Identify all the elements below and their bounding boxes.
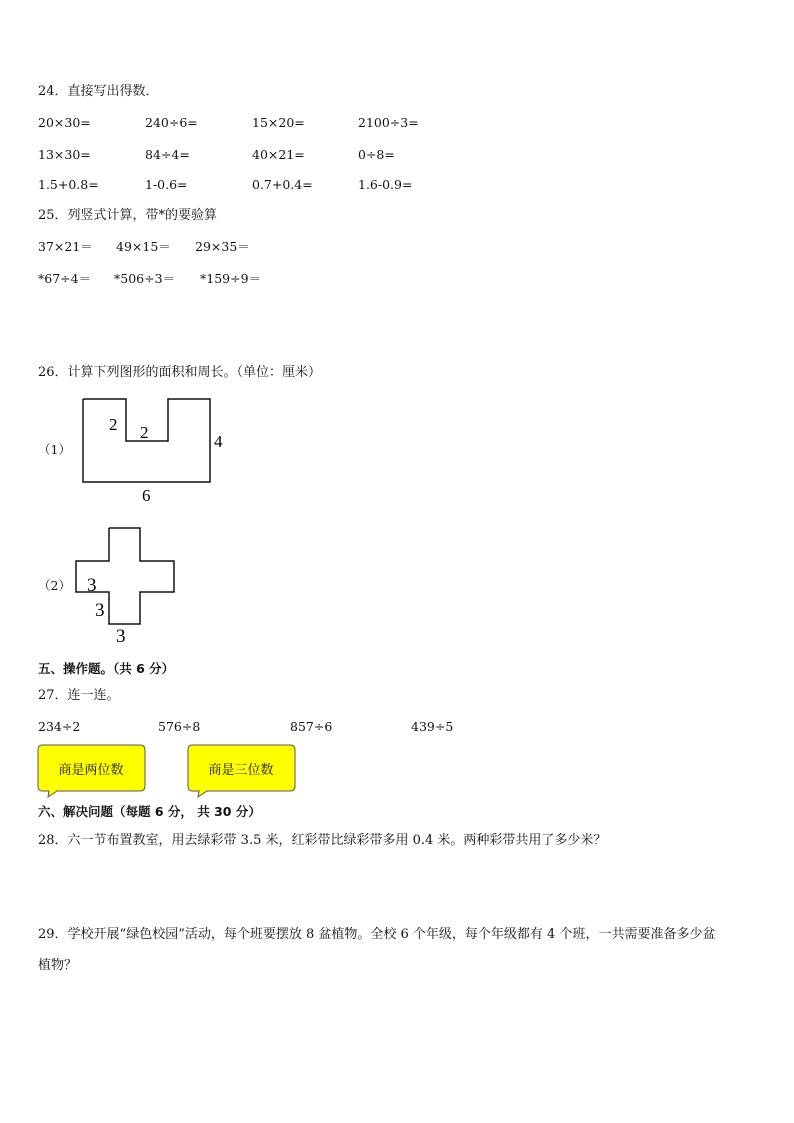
answer-box-three-digit[interactable] — [187, 744, 297, 799]
answer-box-two-digit-label: 商是两位数 — [58, 763, 124, 778]
q25-r1-c3: 29×35＝ — [195, 239, 250, 254]
q24-r3-c2: 1-0.6= — [145, 177, 188, 192]
q25-r1-c1: 37×21＝ — [38, 239, 93, 254]
fig1-dim-left-height: 2 — [109, 415, 118, 434]
q24-r1-c1: 20×30= — [38, 115, 91, 130]
q27-item-1: 234÷2 — [38, 719, 81, 734]
q28-text: 28．六一节布置教室，用去绿彩带 3.5 米，红彩带比绿彩带多用 0.4 米。两种彩带共用了多少米？ — [38, 833, 607, 848]
q24-r2-c4: 0÷8= — [358, 147, 395, 162]
q24-r3-c1: 1.5+0.8= — [38, 177, 99, 192]
q27-item-4: 439÷5 — [411, 719, 454, 734]
q26-fig2-label: （2） — [38, 578, 71, 593]
q29-text-line2: 植物？ — [38, 958, 78, 973]
section6-heading: 六、解决问题（每题 6 分， 共 30 分） — [38, 804, 261, 819]
u-shape-figure — [70, 390, 240, 508]
q24-r2-c2: 84÷4= — [145, 147, 190, 162]
q27-item-3: 857÷6 — [290, 719, 333, 734]
q24-r1-c4: 2100÷3= — [358, 115, 419, 130]
q25-r2-c3: *159÷9＝ — [200, 271, 262, 286]
q24-r2-c3: 40×21= — [252, 147, 305, 162]
q24-r1-c3: 15×20= — [252, 115, 305, 130]
fig1-dim-height: 4 — [214, 432, 223, 451]
fig2-dim-left: 3 — [87, 575, 97, 596]
q24-title: 24．直接写出得数． — [38, 84, 159, 99]
fig2-dim-middle: 3 — [95, 600, 105, 621]
q24-r2-c1: 13×30= — [38, 147, 91, 162]
q25-r2-c1: *67÷4＝ — [38, 271, 92, 286]
section5-heading: 五、操作题。（共 6 分） — [38, 661, 175, 676]
q27-item-2: 576÷8 — [158, 719, 201, 734]
q26-fig1-label: （1） — [38, 442, 71, 457]
answer-box-two-digit[interactable] — [37, 744, 147, 799]
fig1-dim-notch-width: 2 — [140, 423, 149, 442]
q24-r1-c2: 240÷6= — [145, 115, 198, 130]
cross-figure — [70, 520, 190, 648]
q26-title: 26．计算下列图形的面积和周长。（单位：厘米） — [38, 365, 322, 380]
q25-r2-c2: *506÷3＝ — [114, 271, 176, 286]
q25-title: 25．列竖式计算，带*的要验算 — [38, 208, 218, 223]
fig2-dim-bottom: 3 — [116, 626, 126, 647]
fig1-dim-width: 6 — [142, 486, 151, 505]
q24-r3-c3: 0.7+0.4= — [252, 177, 313, 192]
answer-box-three-digit-label: 商是三位数 — [208, 763, 274, 778]
q24-r3-c4: 1.6-0.9= — [358, 177, 413, 192]
q29-text-line1: 29．学校开展“绿色校园”活动，每个班要摆放 8 盆植物。全校 6 个年级，每个年级都有 4 个班，一共需要准备多少盆 — [38, 927, 716, 942]
q25-r1-c2: 49×15＝ — [116, 239, 171, 254]
q27-title: 27．连一连。 — [38, 688, 120, 703]
